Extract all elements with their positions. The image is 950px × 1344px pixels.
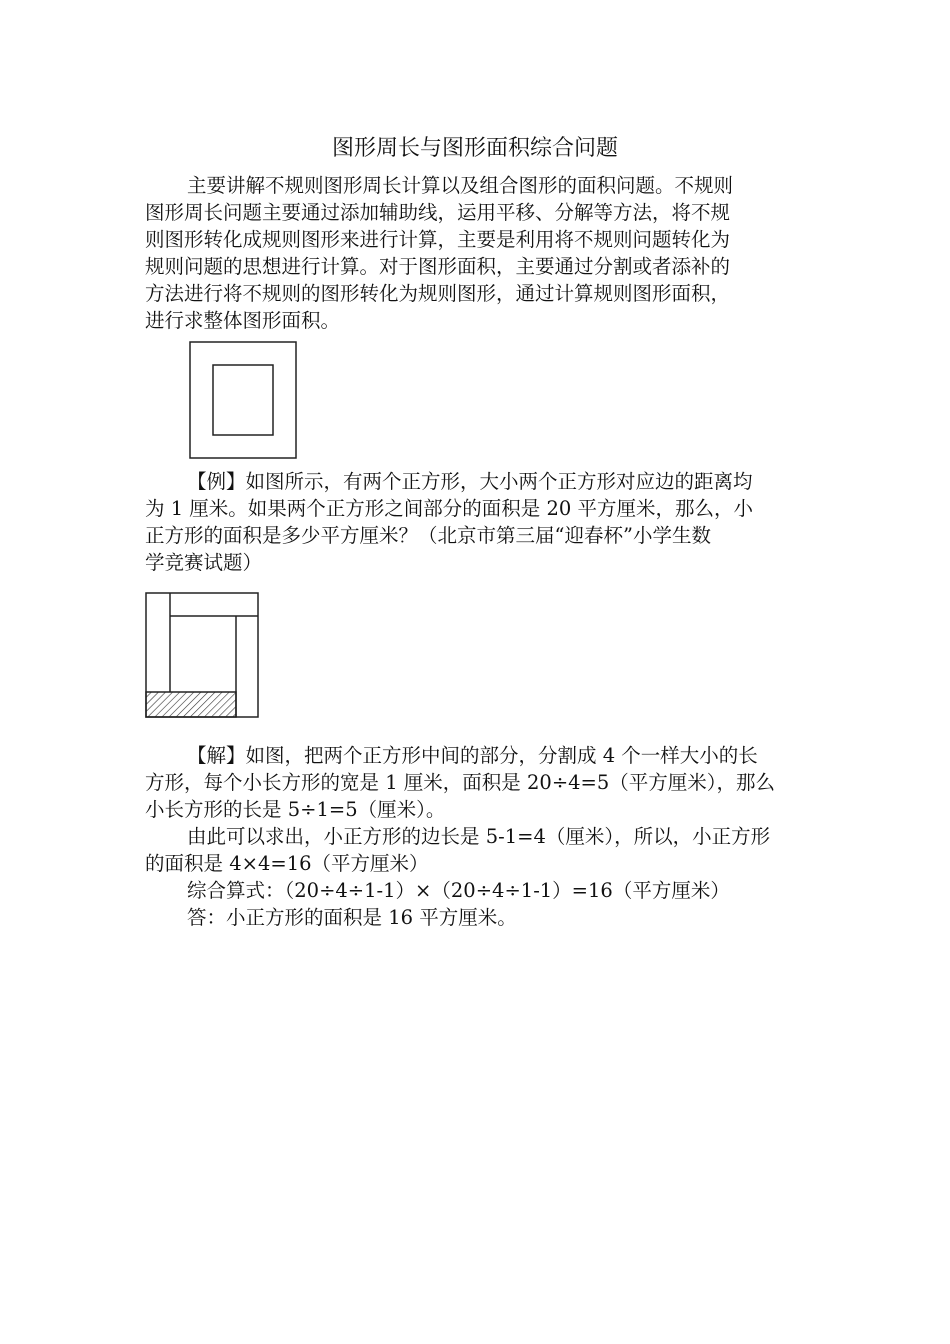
solution-line: 【解】如图，把两个正方形中间的部分，分割成 4 个一样大小的长 [187, 744, 758, 767]
intro-line: 则图形转化成规则图形来进行计算，主要是利用将不规则问题转化为 [145, 228, 731, 251]
intro-line: 方法进行将不规则的图形转化为规则图形，通过计算规则图形面积， [145, 282, 731, 305]
page-title: 图形周长与图形面积综合问题 [331, 136, 618, 161]
solution-line: 答：小正方形的面积是 16 平方厘米。 [187, 906, 517, 929]
solution-line: 综合算式：（20÷4÷1-1）×（20÷4÷1-1）=16（平方厘米） [187, 879, 730, 902]
example-line: 【例】如图所示，有两个正方形，大小两个正方形对应边的距离均 [187, 470, 753, 493]
intro-line: 图形周长问题主要通过添加辅助线，运用平移、分解等方法，将不规 [145, 201, 731, 224]
divided-squares-figure [145, 592, 261, 720]
example-line: 为 1 厘米。如果两个正方形之间部分的面积是 20 平方厘米，那么，小 [145, 497, 754, 520]
solution-paragraph [145, 742, 809, 931]
example-line: 正方形的面积是多少平方厘米？（北京市第三届“迎春杯”小学生数 [145, 524, 711, 547]
solution-line: 小长方形的长是 5÷1=5（厘米）。 [145, 798, 446, 821]
intro-line: 进行求整体图形面积。 [145, 309, 341, 332]
example-line: 学竞赛试题） [145, 551, 263, 574]
solution-line: 由此可以求出，小正方形的边长是 5-1=4（厘米），所以，小正方形 [187, 825, 771, 848]
example-paragraph [145, 468, 809, 576]
inner-square [213, 365, 273, 435]
intro-line: 主要讲解不规则图形周长计算以及组合图形的面积问题。不规则 [187, 174, 734, 197]
outer-square [190, 342, 296, 458]
two-squares-figure [189, 341, 297, 459]
solution-line: 的面积是 4×4=16（平方厘米） [145, 852, 429, 875]
hatched-rectangle [146, 692, 236, 717]
solution-line: 方形，每个小长方形的宽是 1 厘米，面积是 20÷4=5（平方厘米），那么 [145, 771, 776, 794]
intro-paragraph [145, 172, 809, 334]
intro-line: 规则问题的思想进行计算。对于图形面积，主要通过分割或者添补的 [145, 255, 731, 278]
